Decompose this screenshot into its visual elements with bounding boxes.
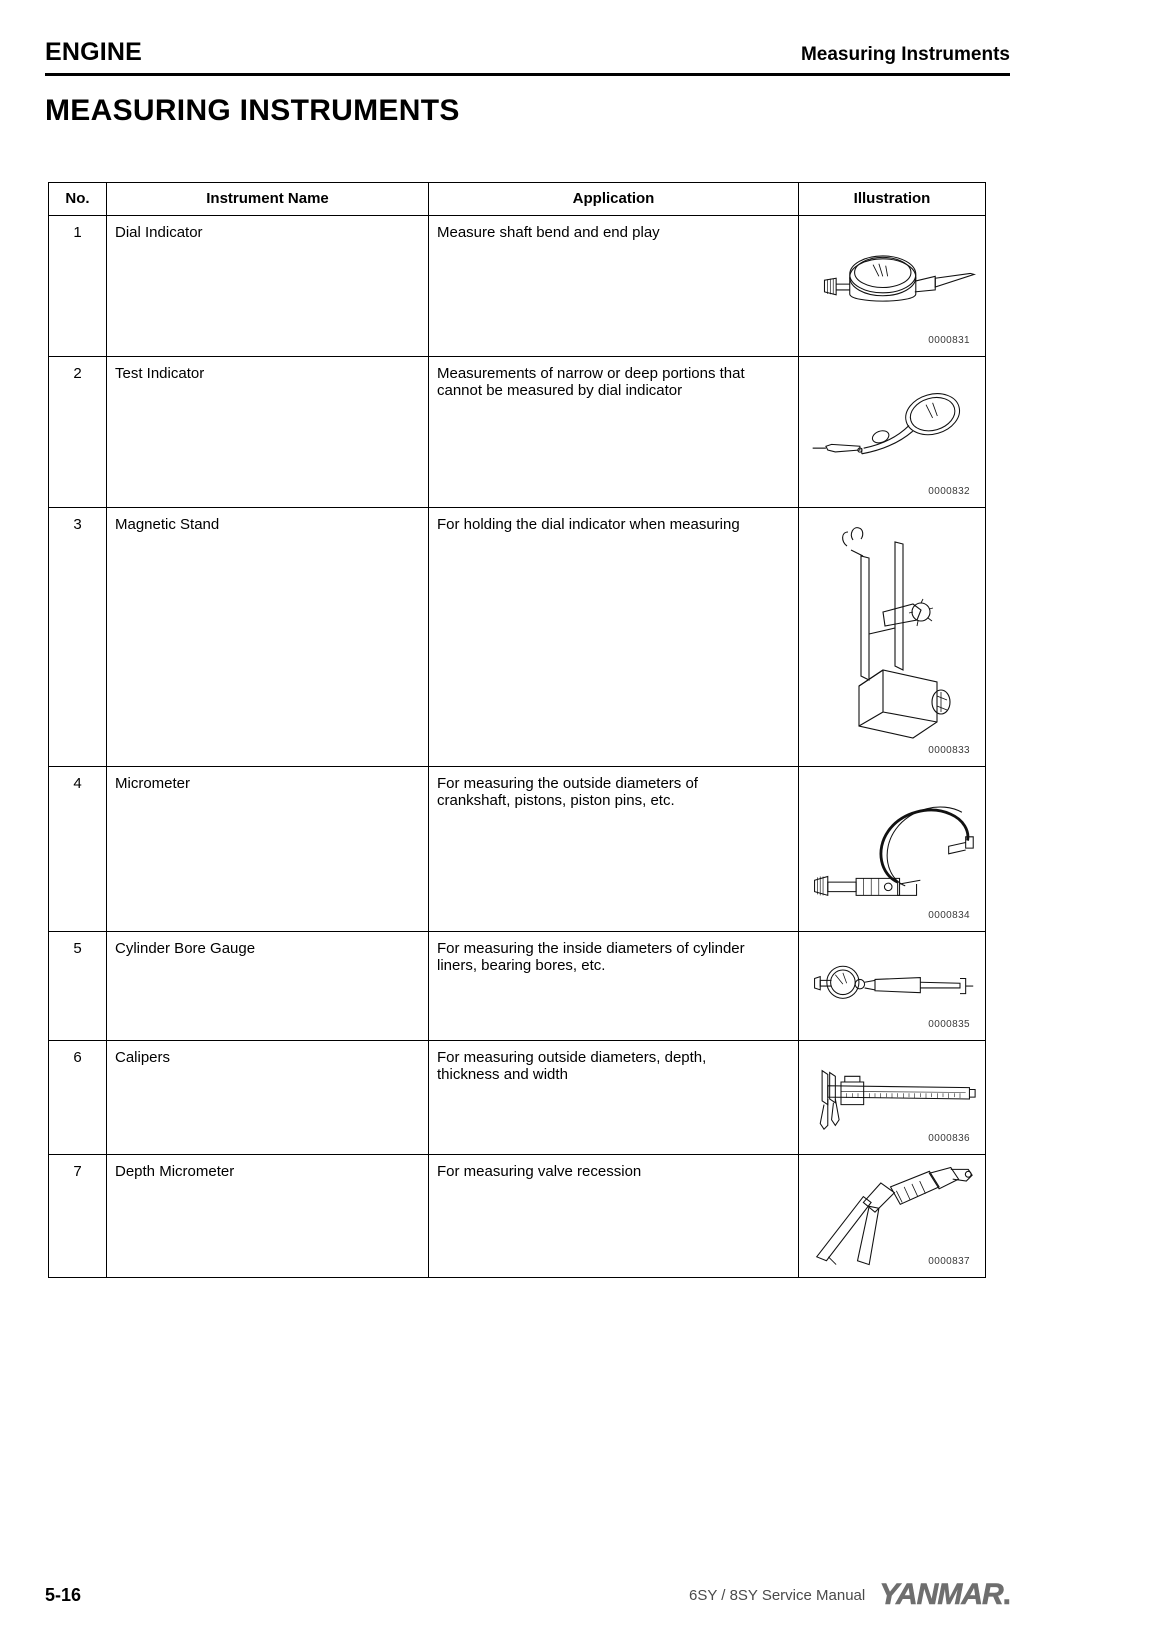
measuring-instruments-table-container: [48, 182, 985, 1278]
cell-no: 3: [49, 508, 107, 767]
illustration-reference-number: 0000834: [928, 910, 970, 921]
column-header-application: Application: [429, 183, 799, 216]
cell-application: [429, 357, 799, 508]
application-line: crankshaft, pistons, piston pins, etc.: [437, 792, 675, 809]
illustration-reference-number: 0000833: [928, 745, 970, 756]
illustration-box: [807, 1163, 977, 1271]
running-header: [45, 38, 1010, 67]
table-row: [49, 508, 986, 767]
magnetic-stand-illustration: [807, 516, 977, 760]
cell-no: 5: [49, 932, 107, 1041]
cell-instrument-name: Test Indicator: [107, 357, 429, 508]
yanmar-logo-text: YANMAR: [879, 1578, 1003, 1611]
yanmar-logo-dot: .: [1002, 1578, 1010, 1611]
cell-instrument-name: Dial Indicator: [107, 216, 429, 357]
cell-instrument-name: Depth Micrometer: [107, 1155, 429, 1278]
test-indicator-illustration: [807, 365, 977, 501]
table-row: [49, 767, 986, 932]
page-footer: [45, 1578, 1010, 1612]
cell-application: [429, 1041, 799, 1155]
table-body: [49, 216, 986, 1278]
cell-instrument-name: Magnetic Stand: [107, 508, 429, 767]
cell-illustration: [799, 767, 986, 932]
cell-illustration: [799, 216, 986, 357]
cell-illustration: [799, 1155, 986, 1278]
footer-manual-title: 6SY / 8SY Service Manual: [689, 1586, 866, 1604]
illustration-reference-number: 0000831: [928, 335, 970, 346]
cell-illustration: [799, 1041, 986, 1155]
micrometer-illustration: [807, 775, 977, 925]
footer-right-group: [689, 1578, 1010, 1612]
depth-micrometer-illustration: [807, 1163, 977, 1271]
table-row: [49, 357, 986, 508]
measuring-instruments-table: [48, 182, 986, 1278]
illustration-box: [807, 1049, 977, 1148]
cell-instrument-name: Calipers: [107, 1041, 429, 1155]
column-header-no: No.: [49, 183, 107, 216]
cell-application: [429, 508, 799, 767]
yanmar-logo: [879, 1578, 1010, 1612]
cell-no: 1: [49, 216, 107, 357]
column-header-illustration: Illustration: [799, 183, 986, 216]
cell-instrument-name: Cylinder Bore Gauge: [107, 932, 429, 1041]
cell-application: [429, 932, 799, 1041]
application-line: For measuring valve recession: [437, 1163, 642, 1180]
cell-no: 4: [49, 767, 107, 932]
illustration-reference-number: 0000837: [928, 1256, 970, 1267]
table-header: [49, 183, 986, 216]
header-topic-label: Measuring Instruments: [800, 44, 1010, 65]
table-row: [49, 216, 986, 357]
header-rule: [45, 73, 1010, 76]
application-line: thickness and width: [437, 1066, 568, 1083]
cell-no: 7: [49, 1155, 107, 1278]
illustration-reference-number: 0000832: [928, 486, 970, 497]
illustration-reference-number: 0000836: [928, 1133, 970, 1144]
application-line: For holding the dial indicator when measuring: [437, 516, 740, 533]
illustration-box: [807, 775, 977, 925]
page-title: MEASURING INSTRUMENTS: [45, 94, 460, 127]
cell-application: [429, 1155, 799, 1278]
application-line: cannot be measured by dial indicator: [437, 382, 683, 399]
cell-illustration: [799, 508, 986, 767]
application-line: liners, bearing bores, etc.: [437, 957, 606, 974]
application-line: For measuring outside diameters, depth,: [437, 1049, 707, 1066]
illustration-box: [807, 516, 977, 760]
footer-page-number: 5-16: [45, 1584, 82, 1605]
table-row: [49, 1155, 986, 1278]
header-section-label: ENGINE: [45, 38, 143, 66]
dial-indicator-illustration: [807, 224, 977, 350]
application-line: Measure shaft bend and end play: [437, 224, 660, 241]
table-row: [49, 932, 986, 1041]
application-line: For measuring the outside diameters of: [437, 775, 698, 792]
application-line: Measurements of narrow or deep portions that: [437, 365, 745, 382]
cell-no: 6: [49, 1041, 107, 1155]
application-line: For measuring the inside diameters of cylinder: [437, 940, 745, 957]
cell-instrument-name: Micrometer: [107, 767, 429, 932]
illustration-box: [807, 365, 977, 501]
cell-illustration: [799, 357, 986, 508]
illustration-reference-number: 0000835: [928, 1019, 970, 1030]
illustration-box: [807, 224, 977, 350]
cell-illustration: [799, 932, 986, 1041]
table-row: [49, 1041, 986, 1155]
cell-application: [429, 767, 799, 932]
cell-application: [429, 216, 799, 357]
cell-no: 2: [49, 357, 107, 508]
column-header-instrument-name: Instrument Name: [107, 183, 429, 216]
illustration-box: [807, 940, 977, 1034]
table-header-row: [49, 183, 986, 216]
